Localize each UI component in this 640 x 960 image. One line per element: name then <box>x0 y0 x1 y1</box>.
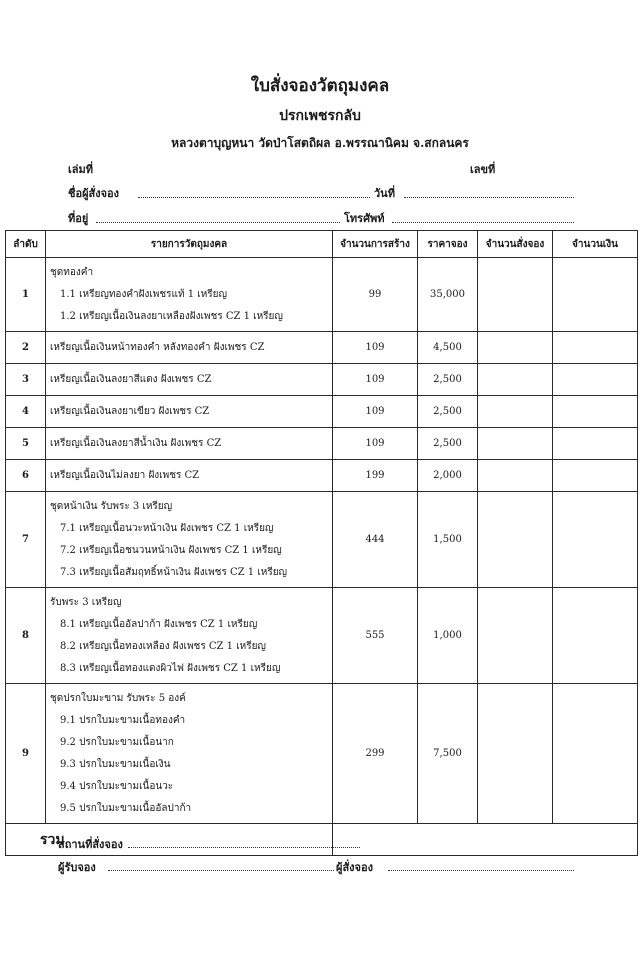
order-quantity-cell[interactable] <box>478 684 553 824</box>
table-row <box>6 588 638 684</box>
table-row <box>6 332 638 364</box>
item-title: ชุดทองคำ <box>50 266 94 278</box>
amount-cell[interactable] <box>553 396 638 428</box>
order-quantity-cell[interactable] <box>478 588 553 684</box>
address-label: ที่อยู่ <box>68 212 89 225</box>
amount-cell[interactable] <box>553 588 638 684</box>
col-header-order-qty: จำนวนสั่งจอง <box>478 231 553 258</box>
amount-cell[interactable] <box>553 364 638 396</box>
amount-cell[interactable] <box>553 460 638 492</box>
col-header-made: จำนวนการสร้าง <box>333 231 418 258</box>
made-quantity: 109 <box>333 364 418 396</box>
order-quantity-cell[interactable] <box>478 332 553 364</box>
table-row <box>6 684 638 824</box>
phone-label: โทรศัพท์ <box>344 212 385 225</box>
item-title: เหรียญเนื้อเงินหน้าทองคำ หลังทองคำ ฝังเพชร CZ <box>50 341 265 353</box>
reserve-price: 35,000 <box>418 258 478 332</box>
item-subline: 9.1 ปรกใบมะขามเนื้อทองคำ <box>60 714 186 726</box>
amount-cell[interactable] <box>553 492 638 588</box>
item-title: เหรียญเนื้อเงินลงยาเขียว ฝังเพชร CZ <box>50 405 210 417</box>
row-number: 4 <box>6 396 46 428</box>
amount-cell[interactable] <box>553 258 638 332</box>
col-header-amount: จำนวนเงิน <box>553 231 638 258</box>
row-number: 5 <box>6 428 46 460</box>
phone-field[interactable] <box>392 222 574 223</box>
reserve-price: 2,500 <box>418 396 478 428</box>
made-quantity: 99 <box>333 258 418 332</box>
order-quantity-cell[interactable] <box>478 396 553 428</box>
made-quantity: 109 <box>333 428 418 460</box>
reserve-price: 2,500 <box>418 428 478 460</box>
item-description <box>46 396 333 428</box>
item-subline: 7.1 เหรียญเนื้อนวะหน้าเงิน ฝังเพชร CZ 1 เหรียญ <box>60 522 274 534</box>
number-label: เลขที่ <box>470 163 496 176</box>
row-number: 2 <box>6 332 46 364</box>
total-amount-cell[interactable] <box>333 824 638 856</box>
order-quantity-cell[interactable] <box>478 492 553 588</box>
reserve-price: 1,000 <box>418 588 478 684</box>
made-quantity: 444 <box>333 492 418 588</box>
orderer-sign-field[interactable] <box>388 870 574 871</box>
row-number: 8 <box>6 588 46 684</box>
order-quantity-cell[interactable] <box>478 428 553 460</box>
table-row <box>6 460 638 492</box>
total-label: รวม <box>40 831 65 848</box>
row-number: 9 <box>6 684 46 824</box>
item-description <box>46 492 333 588</box>
table-header-row <box>6 231 638 258</box>
item-description <box>46 332 333 364</box>
form-subtitle: ปรกเพชรกลับ <box>279 108 361 124</box>
reserve-price: 4,500 <box>418 332 478 364</box>
receiver-label: ผู้รับจอง <box>58 861 96 874</box>
table-row <box>6 258 638 332</box>
item-subline: 9.3 ปรกใบมะขามเนื้อเงิน <box>60 758 171 770</box>
orderer-field[interactable] <box>138 197 370 198</box>
item-subline: 9.5 ปรกใบมะขามเนื้ออัลปาก้า <box>60 802 192 814</box>
made-quantity: 199 <box>333 460 418 492</box>
receiver-field[interactable] <box>108 870 334 871</box>
item-subline: 1.2 เหรียญเนื้อเงินลงยาเหลืองฝังเพชร CZ 1 เหรียญ <box>60 310 283 322</box>
place-field[interactable] <box>128 847 360 848</box>
item-description <box>46 684 333 824</box>
orderer-sign-label: ผู้สั่งจอง <box>336 861 373 874</box>
order-quantity-cell[interactable] <box>478 364 553 396</box>
address-field[interactable] <box>96 222 340 223</box>
col-header-no: ลำดับ <box>6 231 46 258</box>
order-table <box>5 230 638 856</box>
made-quantity: 109 <box>333 332 418 364</box>
made-quantity: 555 <box>333 588 418 684</box>
item-description <box>46 258 333 332</box>
item-description <box>46 364 333 396</box>
row-number: 1 <box>6 258 46 332</box>
place-label: สถานที่สั่งจอง <box>58 838 123 851</box>
col-header-price: ราคาจอง <box>418 231 478 258</box>
amount-cell[interactable] <box>553 684 638 824</box>
row-number: 6 <box>6 460 46 492</box>
reserve-price: 1,500 <box>418 492 478 588</box>
item-subline: 8.1 เหรียญเนื้ออัลปาก้า ฝังเพชร CZ 1 เหรียญ <box>60 618 258 630</box>
table-row <box>6 364 638 396</box>
order-quantity-cell[interactable] <box>478 460 553 492</box>
book-label: เล่มที่ <box>68 163 94 176</box>
item-subline: 8.2 เหรียญเนื้อทองเหลือง ฝังเพชร CZ 1 เหรียญ <box>60 640 266 652</box>
made-quantity: 109 <box>333 396 418 428</box>
table-row <box>6 396 638 428</box>
item-title: ชุดปรกใบมะขาม รับพระ 5 องค์ <box>50 692 186 704</box>
date-label: วันที่ <box>374 187 395 200</box>
item-title: เหรียญเนื้อเงินไม่ลงยา ฝังเพชร CZ <box>50 469 200 481</box>
col-header-item: รายการวัตถุมงคล <box>46 231 333 258</box>
item-description <box>46 588 333 684</box>
amount-cell[interactable] <box>553 428 638 460</box>
made-quantity: 299 <box>333 684 418 824</box>
item-description <box>46 460 333 492</box>
reserve-price: 7,500 <box>418 684 478 824</box>
item-description <box>46 428 333 460</box>
temple-line: หลวงตาบุญหนา วัดป่าโสตถิผล อ.พรรณานิคม จ.สกลนคร <box>171 136 469 150</box>
item-title: เหรียญเนื้อเงินลงยาสีแดง ฝังเพชร CZ <box>50 373 212 385</box>
order-quantity-cell[interactable] <box>478 258 553 332</box>
reserve-price: 2,000 <box>418 460 478 492</box>
form-title: ใบสั่งจองวัตถุมงคล <box>250 76 390 96</box>
date-field[interactable] <box>404 197 574 198</box>
item-title: รับพระ 3 เหรียญ <box>50 596 122 608</box>
item-subline: 9.2 ปรกใบมะขามเนื้อนาก <box>60 736 174 748</box>
table-row <box>6 428 638 460</box>
table-row <box>6 492 638 588</box>
item-subline: 7.2 เหรียญเนื้อชนวนหน้าเงิน ฝังเพชร CZ 1 เหรียญ <box>60 544 282 556</box>
reserve-price: 2,500 <box>418 364 478 396</box>
item-title: เหรียญเนื้อเงินลงยาสีน้ำเงิน ฝังเพชร CZ <box>50 437 222 449</box>
amount-cell[interactable] <box>553 332 638 364</box>
row-number: 3 <box>6 364 46 396</box>
item-subline: 8.3 เหรียญเนื้อทองแดงผิวไฟ ฝังเพชร CZ 1 เหรียญ <box>60 662 281 674</box>
item-subline: 7.3 เหรียญเนื้อสัมฤทธิ์หน้าเงิน ฝังเพชร CZ 1 เหรียญ <box>60 566 288 578</box>
item-subline: 9.4 ปรกใบมะขามเนื้อนวะ <box>60 780 174 792</box>
item-title: ชุดหน้าเงิน รับพระ 3 เหรียญ <box>50 500 173 512</box>
orderer-label: ชื่อผู้สั่งจอง <box>68 187 120 200</box>
row-number: 7 <box>6 492 46 588</box>
item-subline: 1.1 เหรียญทองคำฝังเพชรแท้ 1 เหรียญ <box>60 288 228 300</box>
